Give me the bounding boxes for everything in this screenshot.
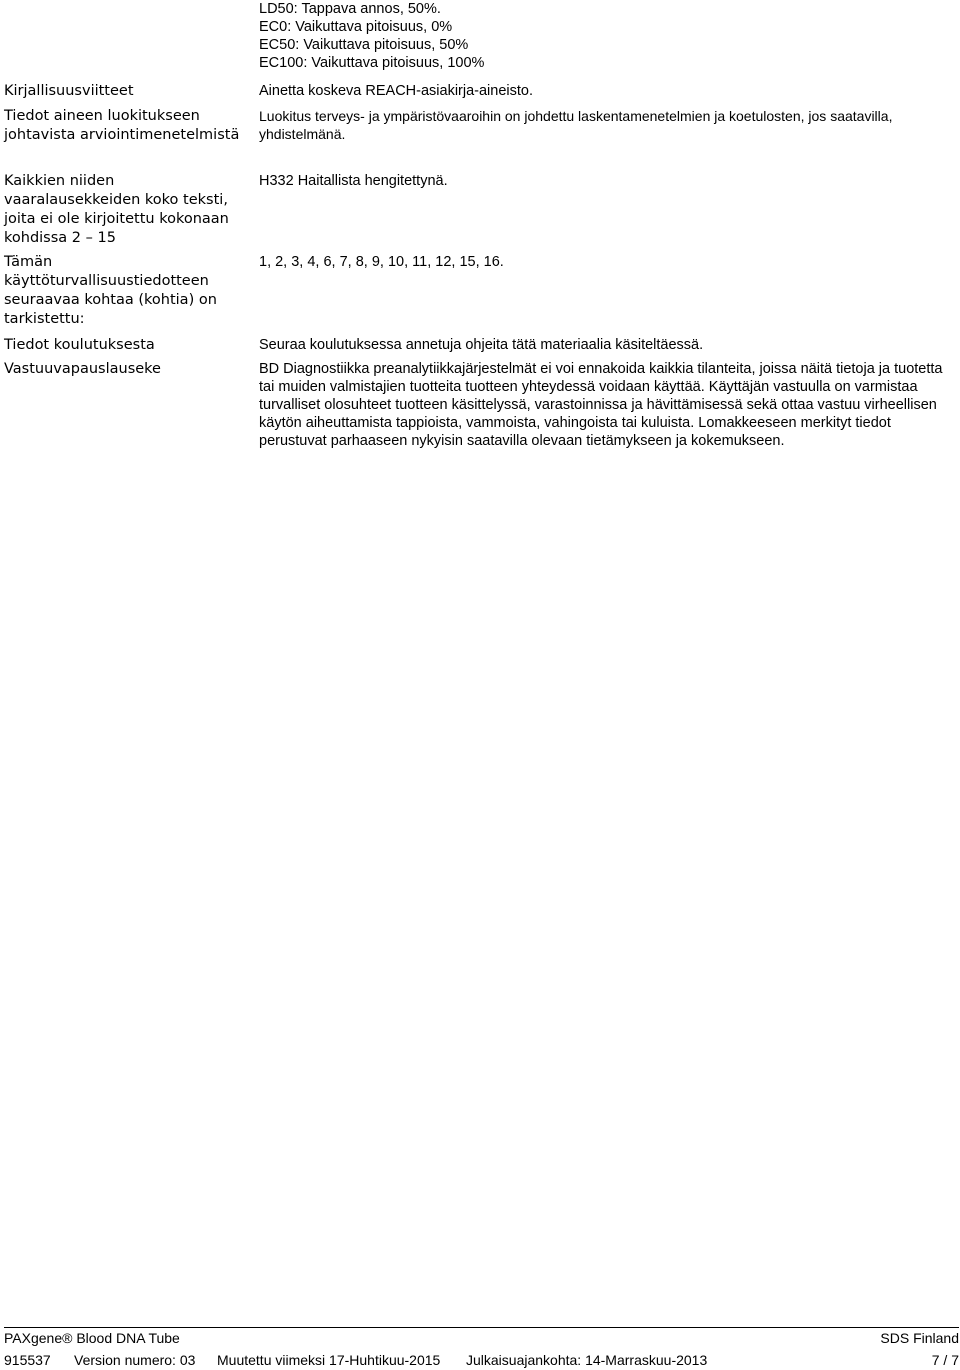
training-text: Seuraa koulutuksessa annetuja ohjeita tätä materiaalia käsiteltäessä. <box>259 337 704 353</box>
classification-methods-text: Luokitus terveys- ja ympäristövaaroihin on johdettu laskentamenetelmien ja koetulosten, jos saatavilla, yhdistelmänä. <box>259 108 893 142</box>
revised-sections-text: 1, 2, 3, 4, 6, 7, 8, 9, 10, 11, 12, 15, 16. <box>259 254 504 270</box>
hazard-statements-label: Kaikkien niiden vaaralausekkeiden koko teksti, joita ei ole kirjoitettu kokonaan kohdissa 2 – 15 <box>4 173 229 246</box>
hazard-statements-text: H332 Haitallista hengitettynä. <box>259 173 448 189</box>
footer-revised-date: Muutettu viimeksi 17-Huhtikuu-2015 <box>217 1352 441 1368</box>
abbreviation-ld50: LD50: Tappava annos, 50%. <box>259 1 441 17</box>
abbreviation-ec100: EC100: Vaikuttava pitoisuus, 100% <box>259 55 485 71</box>
abbreviation-ec0: EC0: Vaikuttava pitoisuus, 0% <box>259 19 453 35</box>
hazard-statements-value <box>259 172 959 190</box>
references-value <box>259 82 959 100</box>
disclaimer-value <box>259 360 959 450</box>
abbreviation-ec50: EC50: Vaikuttava pitoisuus, 50% <box>259 37 469 53</box>
abbreviations-list <box>259 0 959 72</box>
revised-sections-label: Tämän käyttöturvallisuustiedotteen seuraavaa kohtaa (kohtia) on tarkistettu: <box>4 254 217 327</box>
references-text: Ainetta koskeva REACH-asiakirja-aineisto. <box>259 83 533 99</box>
revised-sections-value <box>259 253 959 271</box>
training-label: Tiedot koulutuksesta <box>4 337 155 353</box>
footer-version: Version numero: 03 <box>74 1352 196 1368</box>
footer-issue-date: Julkaisuajankohta: 14-Marraskuu-2013 <box>466 1352 708 1368</box>
footer-product-code: 915537 <box>4 1352 51 1368</box>
footer-doc-type: SDS Finland <box>880 1330 959 1346</box>
classification-methods-value <box>259 107 919 143</box>
footer-page-number: 7 / 7 <box>931 1352 959 1368</box>
footer-product-name: PAXgene® Blood DNA Tube <box>4 1330 180 1346</box>
footer-divider <box>4 1327 959 1328</box>
disclaimer-text: BD Diagnostiikka preanalytiikkajärjestelmät ei voi ennakoida kaikkia tilanteita, joissa näitä tietoja ja tuotetta tai muiden valmistajien tuotteita tuotteen yhteydessä voidaan käyttää. Käyttäjän vastuulla on varmistaa turvalliset olosuhteet tuotteen käsittelyssä, varastoinnissa ja hävittämisessä sekä ottaa vastuu virheellisen käytön aiheuttamista tappioista, vammoista, vahingoista tai kuluista. Lomakkeeseen merkityt tiedot perustuvat parhaaseen nykyisin saatavilla olevaan tietämykseen ja kokemukseen. <box>259 361 943 449</box>
classification-methods-label: Tiedot aineen luokitukseen johtavista arviointimenetelmistä <box>4 108 240 143</box>
disclaimer-label: Vastuuvapauslauseke <box>4 361 161 377</box>
references-label: Kirjallisuusviitteet <box>4 83 134 99</box>
training-value <box>259 336 959 354</box>
